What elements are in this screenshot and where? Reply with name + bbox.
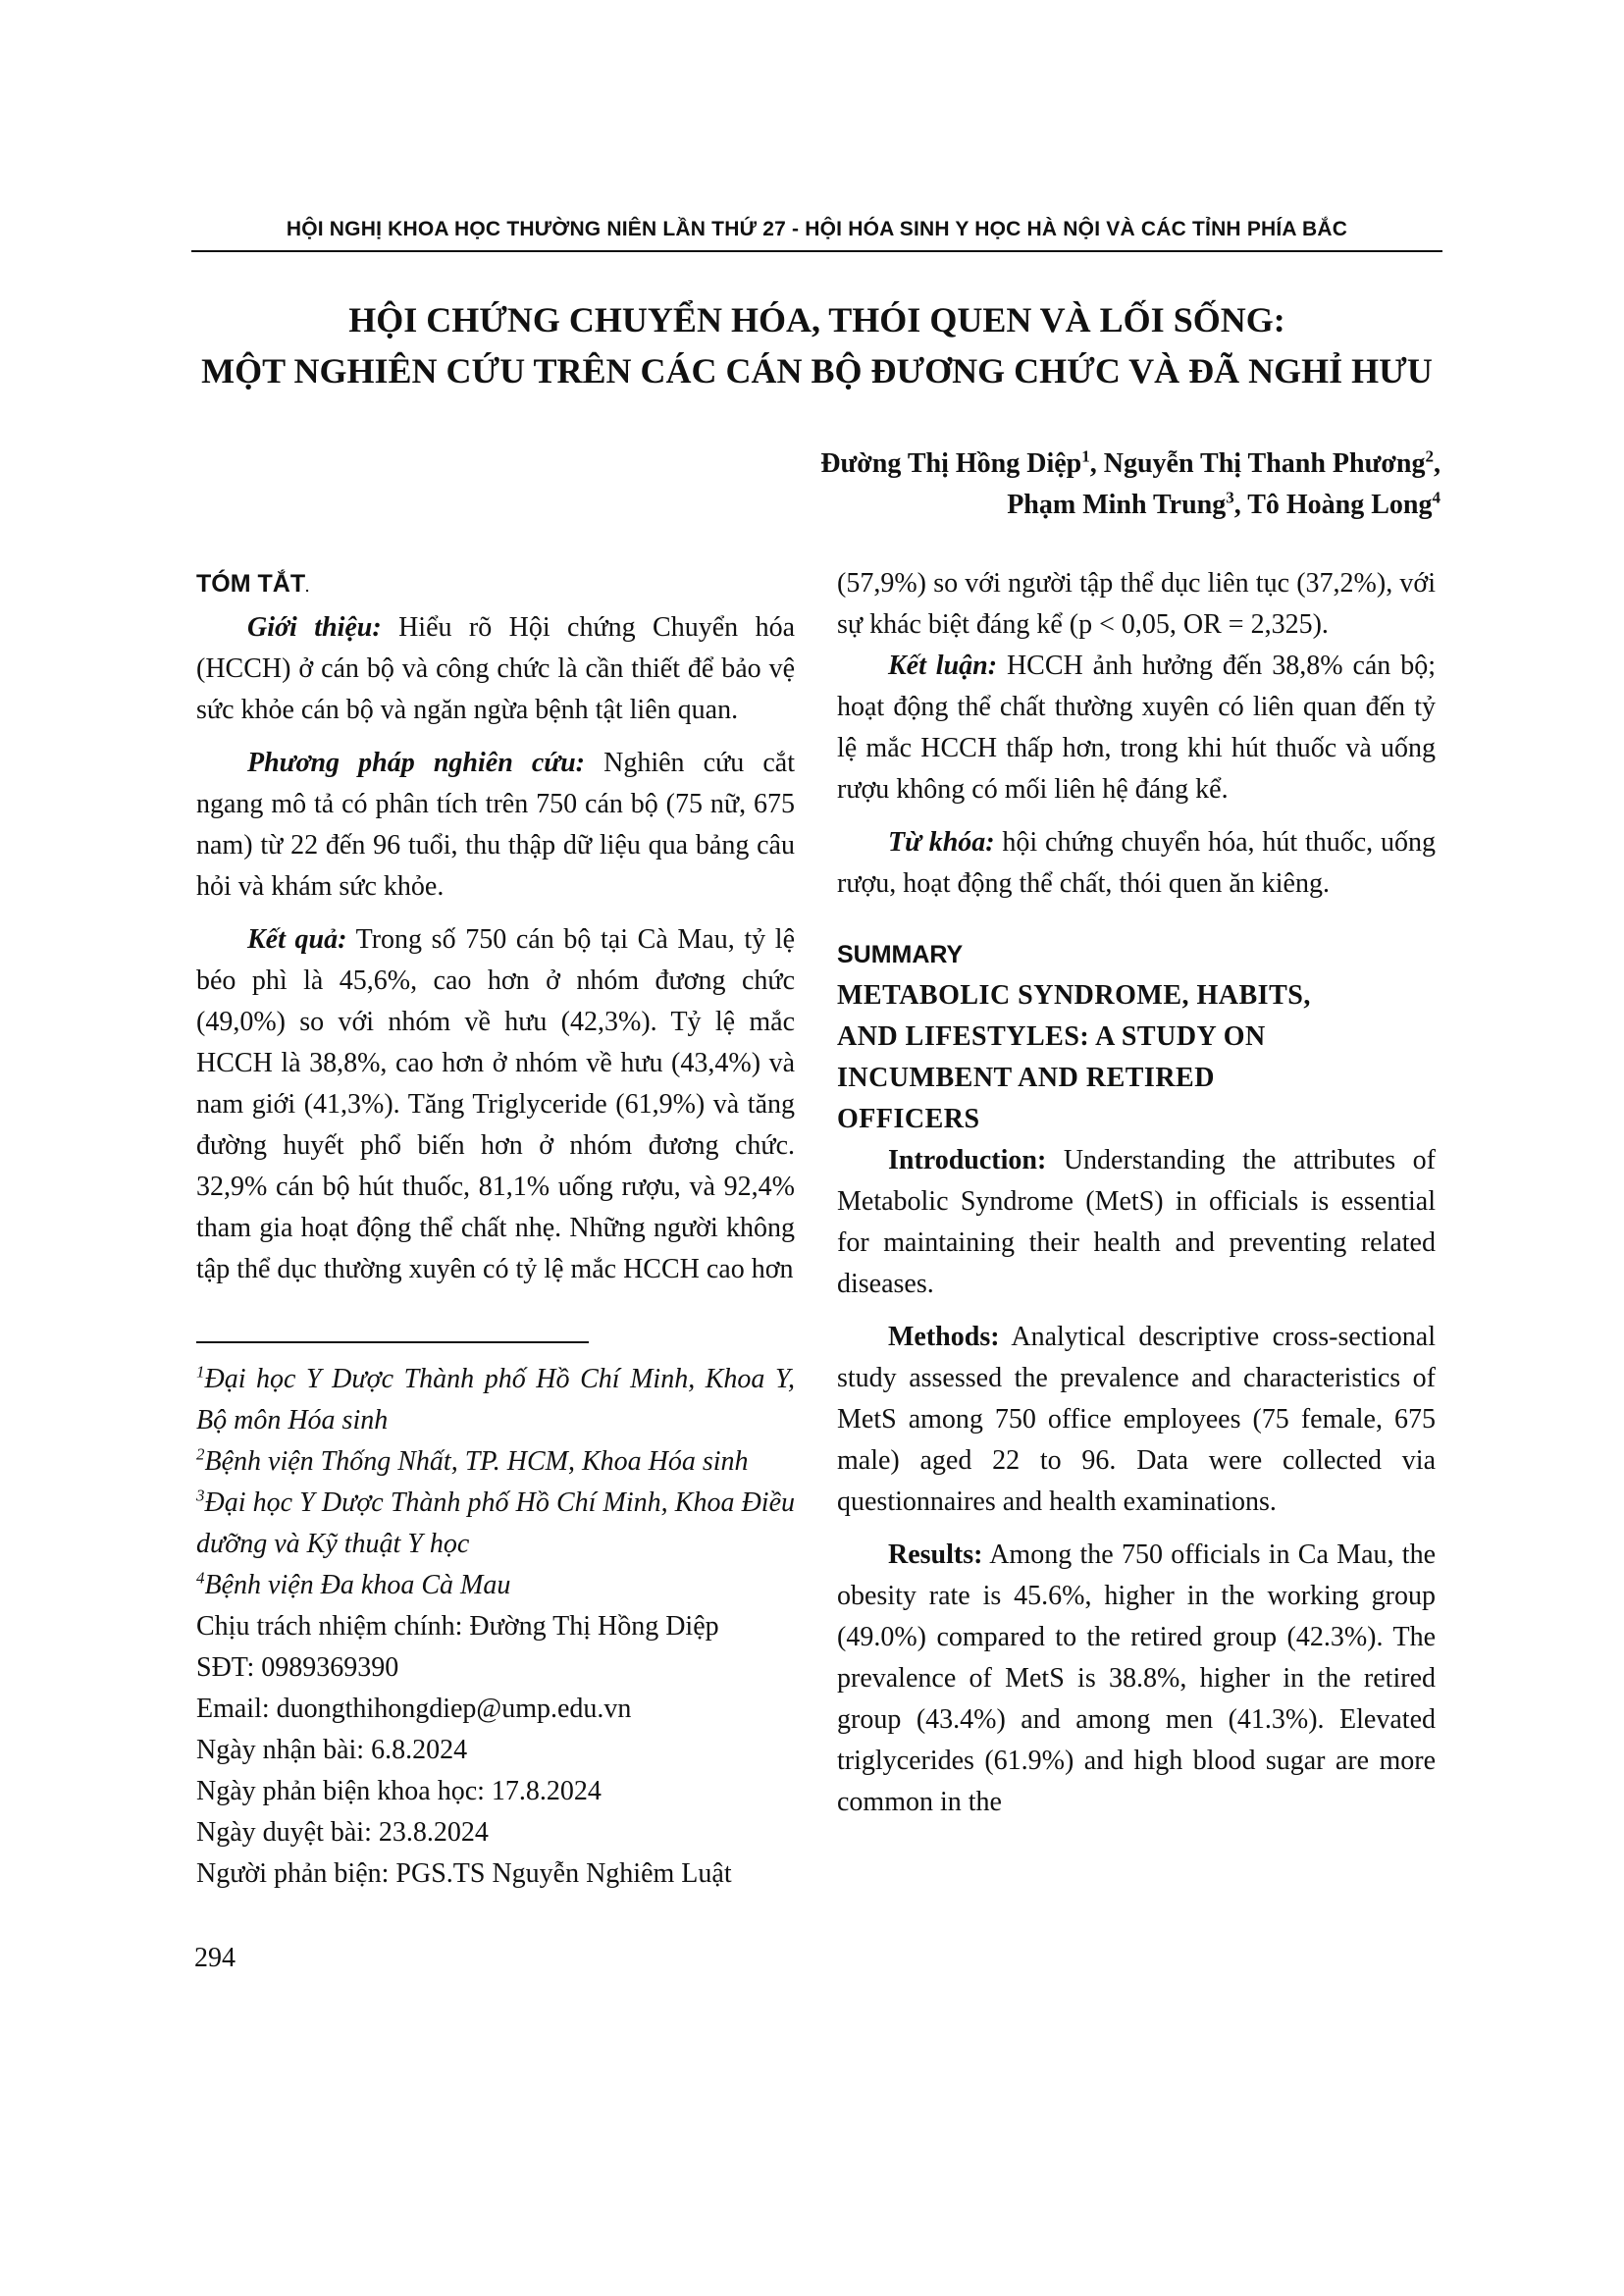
- corresponding-author: Chịu trách nhiệm chính: Đường Thị Hồng Diệp: [196, 1611, 719, 1642]
- footnote-text: Bệnh viện Đa khoa Cà Mau: [204, 1570, 511, 1600]
- received-date: Ngày nhận bài: 6.8.2024: [196, 1735, 468, 1765]
- summary-methods: [837, 1317, 1436, 1523]
- footnote: [196, 1359, 795, 1441]
- footnote-number: 1: [196, 1362, 205, 1382]
- right-column: [837, 563, 1436, 1823]
- left-column: [196, 563, 795, 1895]
- conclusion-text: HCCH ảnh hưởng đến 38,8% cán bộ; hoạt động thể chất thường xuyên có liên quan đến tỷ lệ mắc HCCH thấp hơn, trong khi hút thuốc và uống rượu không có mối liên hệ đáng kể.: [837, 651, 1436, 805]
- abstract-intro: [196, 607, 795, 731]
- summary-introduction: [837, 1140, 1436, 1305]
- reviewer: Người phản biện: PGS.TS Nguyễn Nghiêm Luật: [196, 1858, 732, 1889]
- article-title: [191, 294, 1442, 396]
- email-address: Email: duongthihongdiep@ump.edu.vn: [196, 1694, 632, 1724]
- keywords-text: hội chứng chuyển hóa, hút thuốc, uống rượu, hoạt động thể chất, thói quen ăn kiêng.: [837, 827, 1437, 899]
- summary-title-line-4: OFFICERS: [837, 1104, 980, 1134]
- author-name: Nguyễn Thị Thanh Phương: [1103, 448, 1426, 479]
- author-line-2: [584, 485, 1441, 526]
- author-list: [584, 444, 1441, 526]
- abstract-results-continued: (57,9%) so với người tập thể dục liên tục (37,2%), với sự khác biệt đáng kể (p < 0,05, OR = 2,325).: [837, 568, 1436, 640]
- author-affiliation: 2: [1425, 446, 1434, 466]
- summary-heading: SUMMARY: [837, 941, 964, 968]
- author-separator: ,: [1233, 490, 1248, 520]
- phone-number: SĐT: 0989369390: [196, 1652, 399, 1683]
- results-label: Kết quả:: [247, 924, 347, 955]
- author-name: Tô Hoàng Long: [1247, 490, 1433, 520]
- abstract-methods: [196, 743, 795, 908]
- conclusion-label: Kết luận:: [888, 651, 998, 681]
- page-number: 294: [194, 1943, 236, 1973]
- keywords-label: Từ khóa:: [888, 827, 995, 858]
- author-separator: ,: [1089, 448, 1104, 479]
- author-line-1: [584, 444, 1441, 485]
- footnote-text: Đại học Y Dược Thành phố Hồ Chí Minh, Khoa Điều dưỡng và Kỹ thuật Y học: [196, 1487, 795, 1559]
- title-line-1: HỘI CHỨNG CHUYỂN HÓA, THÓI QUEN VÀ LỐI SỐNG:: [348, 300, 1285, 339]
- introduction-text: Understanding the attributes of Metabolic Syndrome (MetS) in officials is essential for maintaining their health and preventing related diseases.: [837, 1145, 1436, 1299]
- methods-label: Phương pháp nghiên cứu:: [247, 748, 585, 778]
- abstract-conclusion: [837, 646, 1436, 810]
- footnote-number: 2: [196, 1444, 205, 1464]
- intro-text: Hiểu rõ Hội chứng Chuyển hóa (HCCH) ở cán bộ và công chức là cần thiết để bảo vệ sức khỏe cán bộ và ngăn ngừa bệnh tật liên quan.: [196, 612, 795, 725]
- footnote-number: 4: [196, 1568, 205, 1588]
- footnote: [196, 1441, 795, 1483]
- methods-text: Nghiên cứu cắt ngang mô tả có phân tích trên 750 cán bộ (75 nữ, 675 nam) từ 22 đến 96 tuổi, thu thập dữ liệu qua bảng câu hỏi và khám sức khỏe.: [196, 748, 795, 902]
- summary-title-line-2: AND LIFESTYLES: A STUDY ON: [837, 1021, 1266, 1052]
- abstract-heading: [196, 563, 795, 607]
- review-date: Ngày phản biện khoa học: 17.8.2024: [196, 1776, 602, 1806]
- abstract-results: [196, 919, 795, 1290]
- methods-label-en: Methods:: [888, 1322, 1000, 1352]
- footnote-text: Đại học Y Dược Thành phố Hồ Chí Minh, Khoa Y, Bộ môn Hóa sinh: [196, 1364, 795, 1435]
- author-separator: ,: [1434, 448, 1441, 479]
- footnote-number: 3: [196, 1486, 205, 1505]
- accepted-date: Ngày duyệt bài: 23.8.2024: [196, 1817, 489, 1848]
- author-name: Đường Thị Hồng Diệp: [820, 448, 1082, 479]
- intro-label: Giới thiệu:: [247, 612, 382, 643]
- author-affiliation: 3: [1226, 488, 1234, 507]
- introduction-label: Introduction:: [888, 1145, 1047, 1175]
- title-line-2: MỘT NGHIÊN CỨU TRÊN CÁC CÁN BỘ ĐƯƠNG CHỨC VÀ ĐÃ NGHỈ HƯU: [201, 351, 1433, 391]
- footnote: [196, 1483, 795, 1565]
- running-head: HỘI NGHỊ KHOA HỌC THƯỜNG NIÊN LẦN THỨ 27 - HỘI HÓA SINH Y HỌC HÀ NỘI VÀ CÁC TỈNH PHÍA BẮC: [286, 218, 1348, 240]
- abstract-heading-dot: .: [305, 579, 309, 595]
- author-affiliation: 4: [1432, 488, 1441, 507]
- summary-title-line-3: INCUMBENT AND RETIRED: [837, 1063, 1215, 1093]
- abstract-keywords: [837, 822, 1436, 905]
- footnote: [196, 1565, 795, 1606]
- author-affiliation: 1: [1081, 446, 1090, 466]
- author-name: Phạm Minh Trung: [1007, 490, 1227, 520]
- results-label-en: Results:: [888, 1539, 983, 1570]
- results-text-en: Among the 750 officials in Ca Mau, the obesity rate is 45.6%, higher in the working group (49.0%) compared to the retired group (42.3%). The prevalence of MetS is 38.8%, higher in the retired group (43.4%) and among men (41.3%). Elevated triglycerides (61.9%) and high blood sugar are more common in the: [837, 1539, 1436, 1817]
- summary-title-line-1: METABOLIC SYNDROME, HABITS,: [837, 980, 1311, 1011]
- footnote-rule: [196, 1341, 589, 1343]
- results-text: Trong số 750 cán bộ tại Cà Mau, tỷ lệ béo phì là 45,6%, cao hơn ở nhóm đương chức (49,0%) so với nhóm về hưu (42,3%). Tỷ lệ mắc HCCH là 38,8%, cao hơn ở nhóm về hưu (43,4%) và nam giới (41,3%). Tăng Triglyceride (61,9%) và tăng đường huyết phổ biến hơn ở nhóm đương chức. 32,9% cán bộ hút thuốc, 81,1% uống rượu, và 92,4% tham gia hoạt động thể chất nhẹ. Những người không tập thể dục thường xuyên có tỷ lệ mắc HCCH cao hơn: [196, 924, 796, 1284]
- footnote-text: Bệnh viện Thống Nhất, TP. HCM, Khoa Hóa sinh: [204, 1446, 749, 1477]
- abstract-heading-text: TÓM TẮT: [196, 570, 306, 598]
- methods-text-en: Analytical descriptive cross-sectional study assessed the prevalence and characteristics of MetS among 750 office employees (75 female, 675 male) aged 22 to 96. Data were collected via questionnaires and health examinations.: [837, 1322, 1436, 1517]
- summary-results: [837, 1535, 1436, 1823]
- header-rule: [191, 250, 1442, 252]
